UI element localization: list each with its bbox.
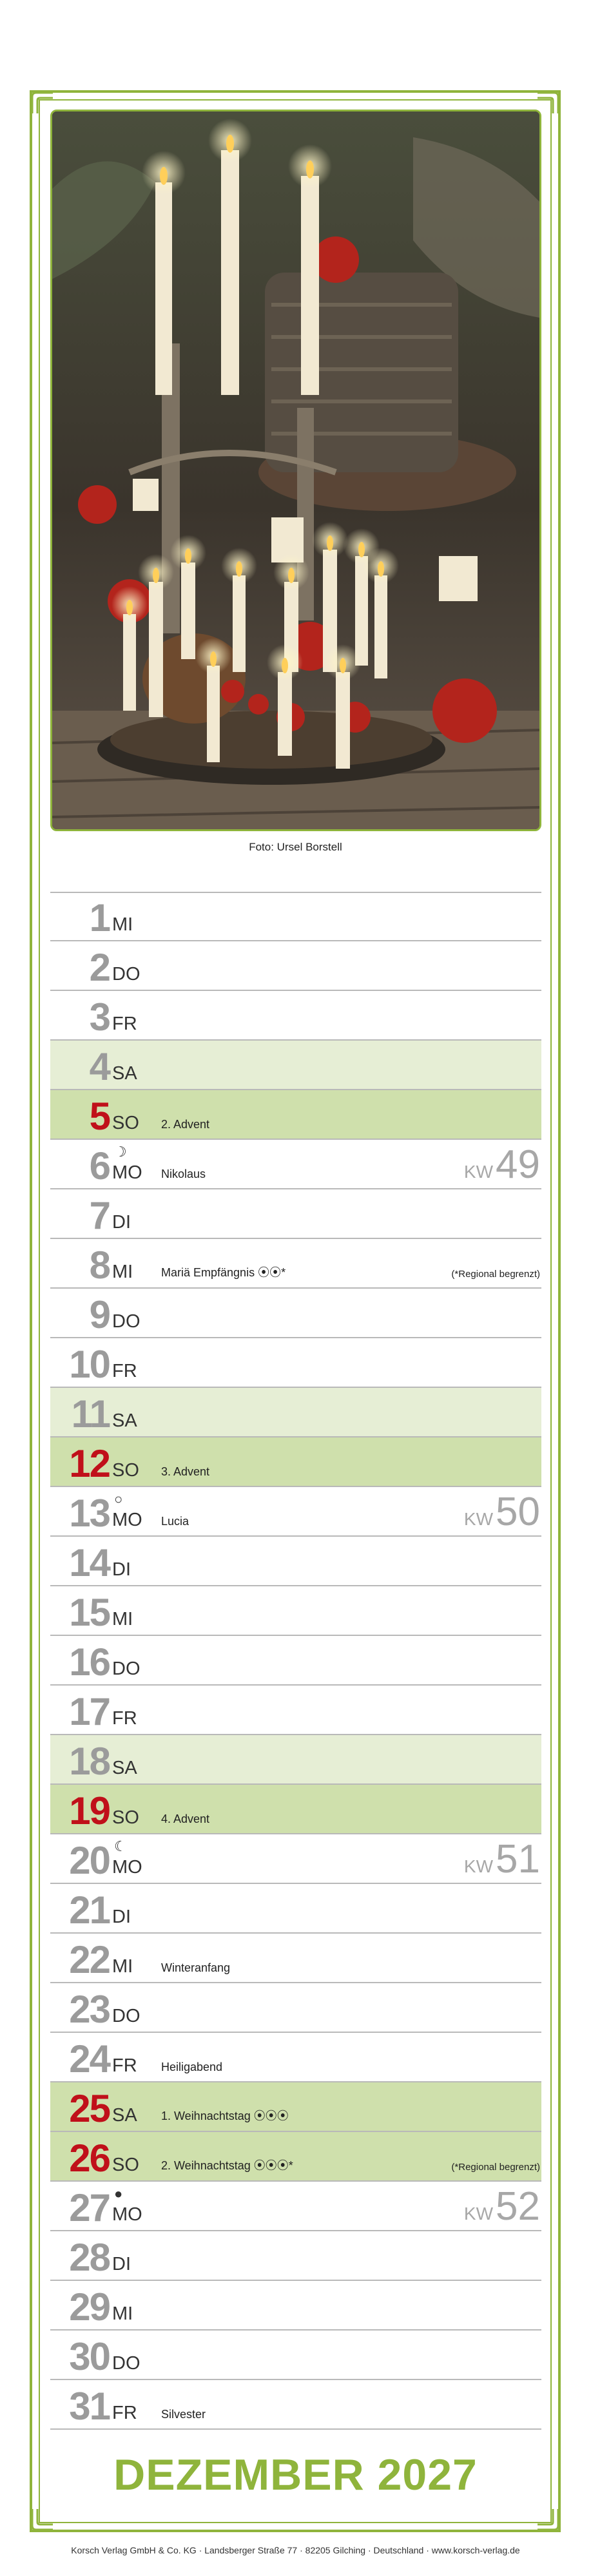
event-label: 3. Advent	[161, 1465, 210, 1478]
weekday-label: FR	[112, 1014, 137, 1034]
day-row	[50, 1586, 541, 1636]
day-row	[50, 1041, 541, 1090]
day-list	[50, 892, 541, 2430]
day-number: 22	[69, 1938, 110, 1981]
day-row	[50, 2033, 541, 2082]
weekday-label: SA	[112, 2105, 137, 2126]
weekday-label: DO	[112, 2006, 140, 2026]
regional-note: (*Regional begrenzt)	[451, 2162, 540, 2173]
weekday-label: SO	[112, 2155, 139, 2175]
calendar-week-number: 49	[496, 1142, 540, 1187]
day-row	[50, 941, 541, 991]
day-row	[50, 1140, 541, 1189]
day-row	[50, 1834, 541, 1884]
regional-note: (*Regional begrenzt)	[451, 1269, 540, 1280]
event-label: Silvester	[161, 2408, 206, 2421]
weekday-label: FR	[112, 1361, 137, 1381]
day-row	[50, 1239, 541, 1289]
day-number: 30	[69, 2335, 110, 2378]
weekday-label: SO	[112, 1807, 139, 1828]
day-row	[50, 2231, 541, 2281]
calendar-week-label: KW	[463, 1856, 494, 1876]
weekday-label: FR	[112, 1708, 137, 1729]
day-number: 26	[69, 2137, 110, 2180]
day-row	[50, 1189, 541, 1239]
calendar-photo	[50, 110, 541, 831]
event-label: 4. Advent	[161, 1812, 210, 1825]
day-number: 12	[69, 1442, 110, 1485]
weekday-label: SO	[112, 1113, 139, 1133]
month-title: DEZEMBER 2027	[113, 2450, 478, 2499]
weekday-label: DO	[112, 1658, 140, 1679]
event-label: 2. Weihnachtstag ⦿⦿⦿*	[161, 2159, 293, 2172]
day-number: 29	[69, 2285, 110, 2329]
weekday-label: MO	[112, 2204, 142, 2225]
calendar-week	[463, 1142, 540, 1187]
day-number: 19	[69, 1789, 110, 1832]
weekday-label: DI	[112, 1907, 131, 1927]
day-row	[50, 1437, 541, 1487]
day-number: 31	[69, 2385, 110, 2428]
day-number: 27	[69, 2186, 110, 2229]
day-number: 4	[89, 1045, 110, 1088]
calendar-week-number: 50	[496, 1490, 540, 1534]
corner-ornament-icon	[30, 2506, 55, 2532]
day-row	[50, 892, 541, 941]
day-row	[50, 991, 541, 1041]
corner-ornament-icon	[535, 2506, 561, 2532]
day-number: 9	[89, 1293, 110, 1336]
day-number: 20	[69, 1839, 110, 1882]
weekday-label: MI	[112, 914, 133, 935]
day-number: 6	[89, 1144, 110, 1187]
weekday-label: DO	[112, 1311, 140, 1332]
weekday-label: SA	[112, 1063, 137, 1084]
calendar-week-label: KW	[463, 1509, 494, 1529]
publisher-footer: Korsch Verlag GmbH & Co. KG · Landsberger Straße 77 · 82205 Gilching · Deutschland · www.korsch-verlag.de	[71, 2545, 520, 2555]
event-label: Winteranfang	[161, 1961, 231, 1974]
event-label: 2. Advent	[161, 1118, 210, 1131]
day-number: 17	[69, 1690, 110, 1733]
day-number: 18	[69, 1740, 110, 1783]
day-row	[50, 1388, 541, 1437]
day-row	[50, 1785, 541, 1834]
day-row	[50, 1487, 541, 1537]
day-row	[50, 2380, 541, 2430]
weekday-label: FR	[112, 2403, 137, 2423]
weekday-label: DI	[112, 1559, 131, 1580]
day-number: 8	[89, 1244, 110, 1287]
calendar-week	[463, 2184, 540, 2229]
day-row	[50, 1983, 541, 2033]
day-row	[50, 2082, 541, 2132]
weekday-label: MO	[112, 1162, 142, 1183]
weekday-label: MI	[112, 1956, 133, 1977]
calendar-week	[464, 1492, 540, 1532]
day-row	[50, 1934, 541, 1983]
weekday-label: SO	[112, 1460, 139, 1481]
day-number: 24	[69, 2037, 110, 2081]
day-row	[50, 2281, 541, 2331]
weekday-label: FR	[112, 2055, 137, 2076]
day-number: 21	[69, 1889, 110, 1932]
weekday-label: MO	[112, 1510, 142, 1530]
day-row	[50, 1090, 541, 1140]
weekday-label: SA	[112, 1758, 137, 1778]
photo-credit: Foto: Ursel Borstell	[249, 841, 342, 853]
weekday-label: DO	[112, 964, 140, 985]
day-number: 23	[69, 1988, 110, 2031]
calendar-week-label: KW	[463, 2204, 494, 2224]
day-number: 5	[89, 1095, 110, 1138]
moon-phase-icon: ☽	[114, 1144, 127, 1160]
day-number: 28	[69, 2236, 110, 2279]
day-row	[50, 1686, 541, 1735]
day-number: 15	[69, 1591, 110, 1634]
event-label: Nikolaus	[161, 1168, 206, 1180]
weekday-label: MO	[112, 1857, 142, 1878]
day-number: 3	[89, 995, 110, 1039]
weekday-label: DO	[112, 2353, 140, 2374]
day-row	[50, 2182, 541, 2231]
calendar-week-number: 51	[496, 1837, 540, 1881]
day-number: 11	[71, 1392, 110, 1436]
day-number: 1	[89, 896, 110, 939]
moon-phase-icon: ☾	[114, 1838, 127, 1854]
calendar-week-number: 52	[496, 2184, 540, 2229]
day-number: 16	[69, 1640, 110, 1684]
day-number: 13	[69, 1492, 110, 1535]
day-number: 25	[69, 2087, 110, 2130]
event-label: Lucia	[161, 1515, 189, 1528]
day-row	[50, 1537, 541, 1586]
weekday-label: MI	[112, 1262, 133, 1282]
weekday-label: DI	[112, 2254, 131, 2274]
event-label: 1. Weihnachtstag ⦿⦿⦿	[161, 2110, 289, 2122]
weekday-label: SA	[112, 1410, 137, 1431]
day-row	[50, 1636, 541, 1686]
weekday-label: DI	[112, 1212, 131, 1233]
moon-phase-icon: ○	[114, 1491, 123, 1507]
weekday-label: MI	[112, 2303, 133, 2324]
day-number: 2	[89, 946, 110, 989]
day-row	[50, 2132, 541, 2182]
day-row	[50, 1338, 541, 1388]
day-row	[50, 2331, 541, 2380]
day-number: 7	[89, 1194, 110, 1237]
day-row	[50, 1735, 541, 1785]
event-label: Heiligabend	[161, 2061, 223, 2073]
day-number: 10	[69, 1343, 110, 1386]
weekday-label: MI	[112, 1609, 133, 1629]
calendar-week	[463, 1837, 540, 1881]
event-label: Mariä Empfängnis ⦿⦿*	[161, 1266, 286, 1279]
day-row	[50, 1289, 541, 1338]
day-row	[50, 1884, 541, 1934]
day-number: 14	[69, 1541, 110, 1584]
moon-phase-icon: ●	[114, 2186, 123, 2202]
calendar-week-label: KW	[463, 1162, 494, 1182]
